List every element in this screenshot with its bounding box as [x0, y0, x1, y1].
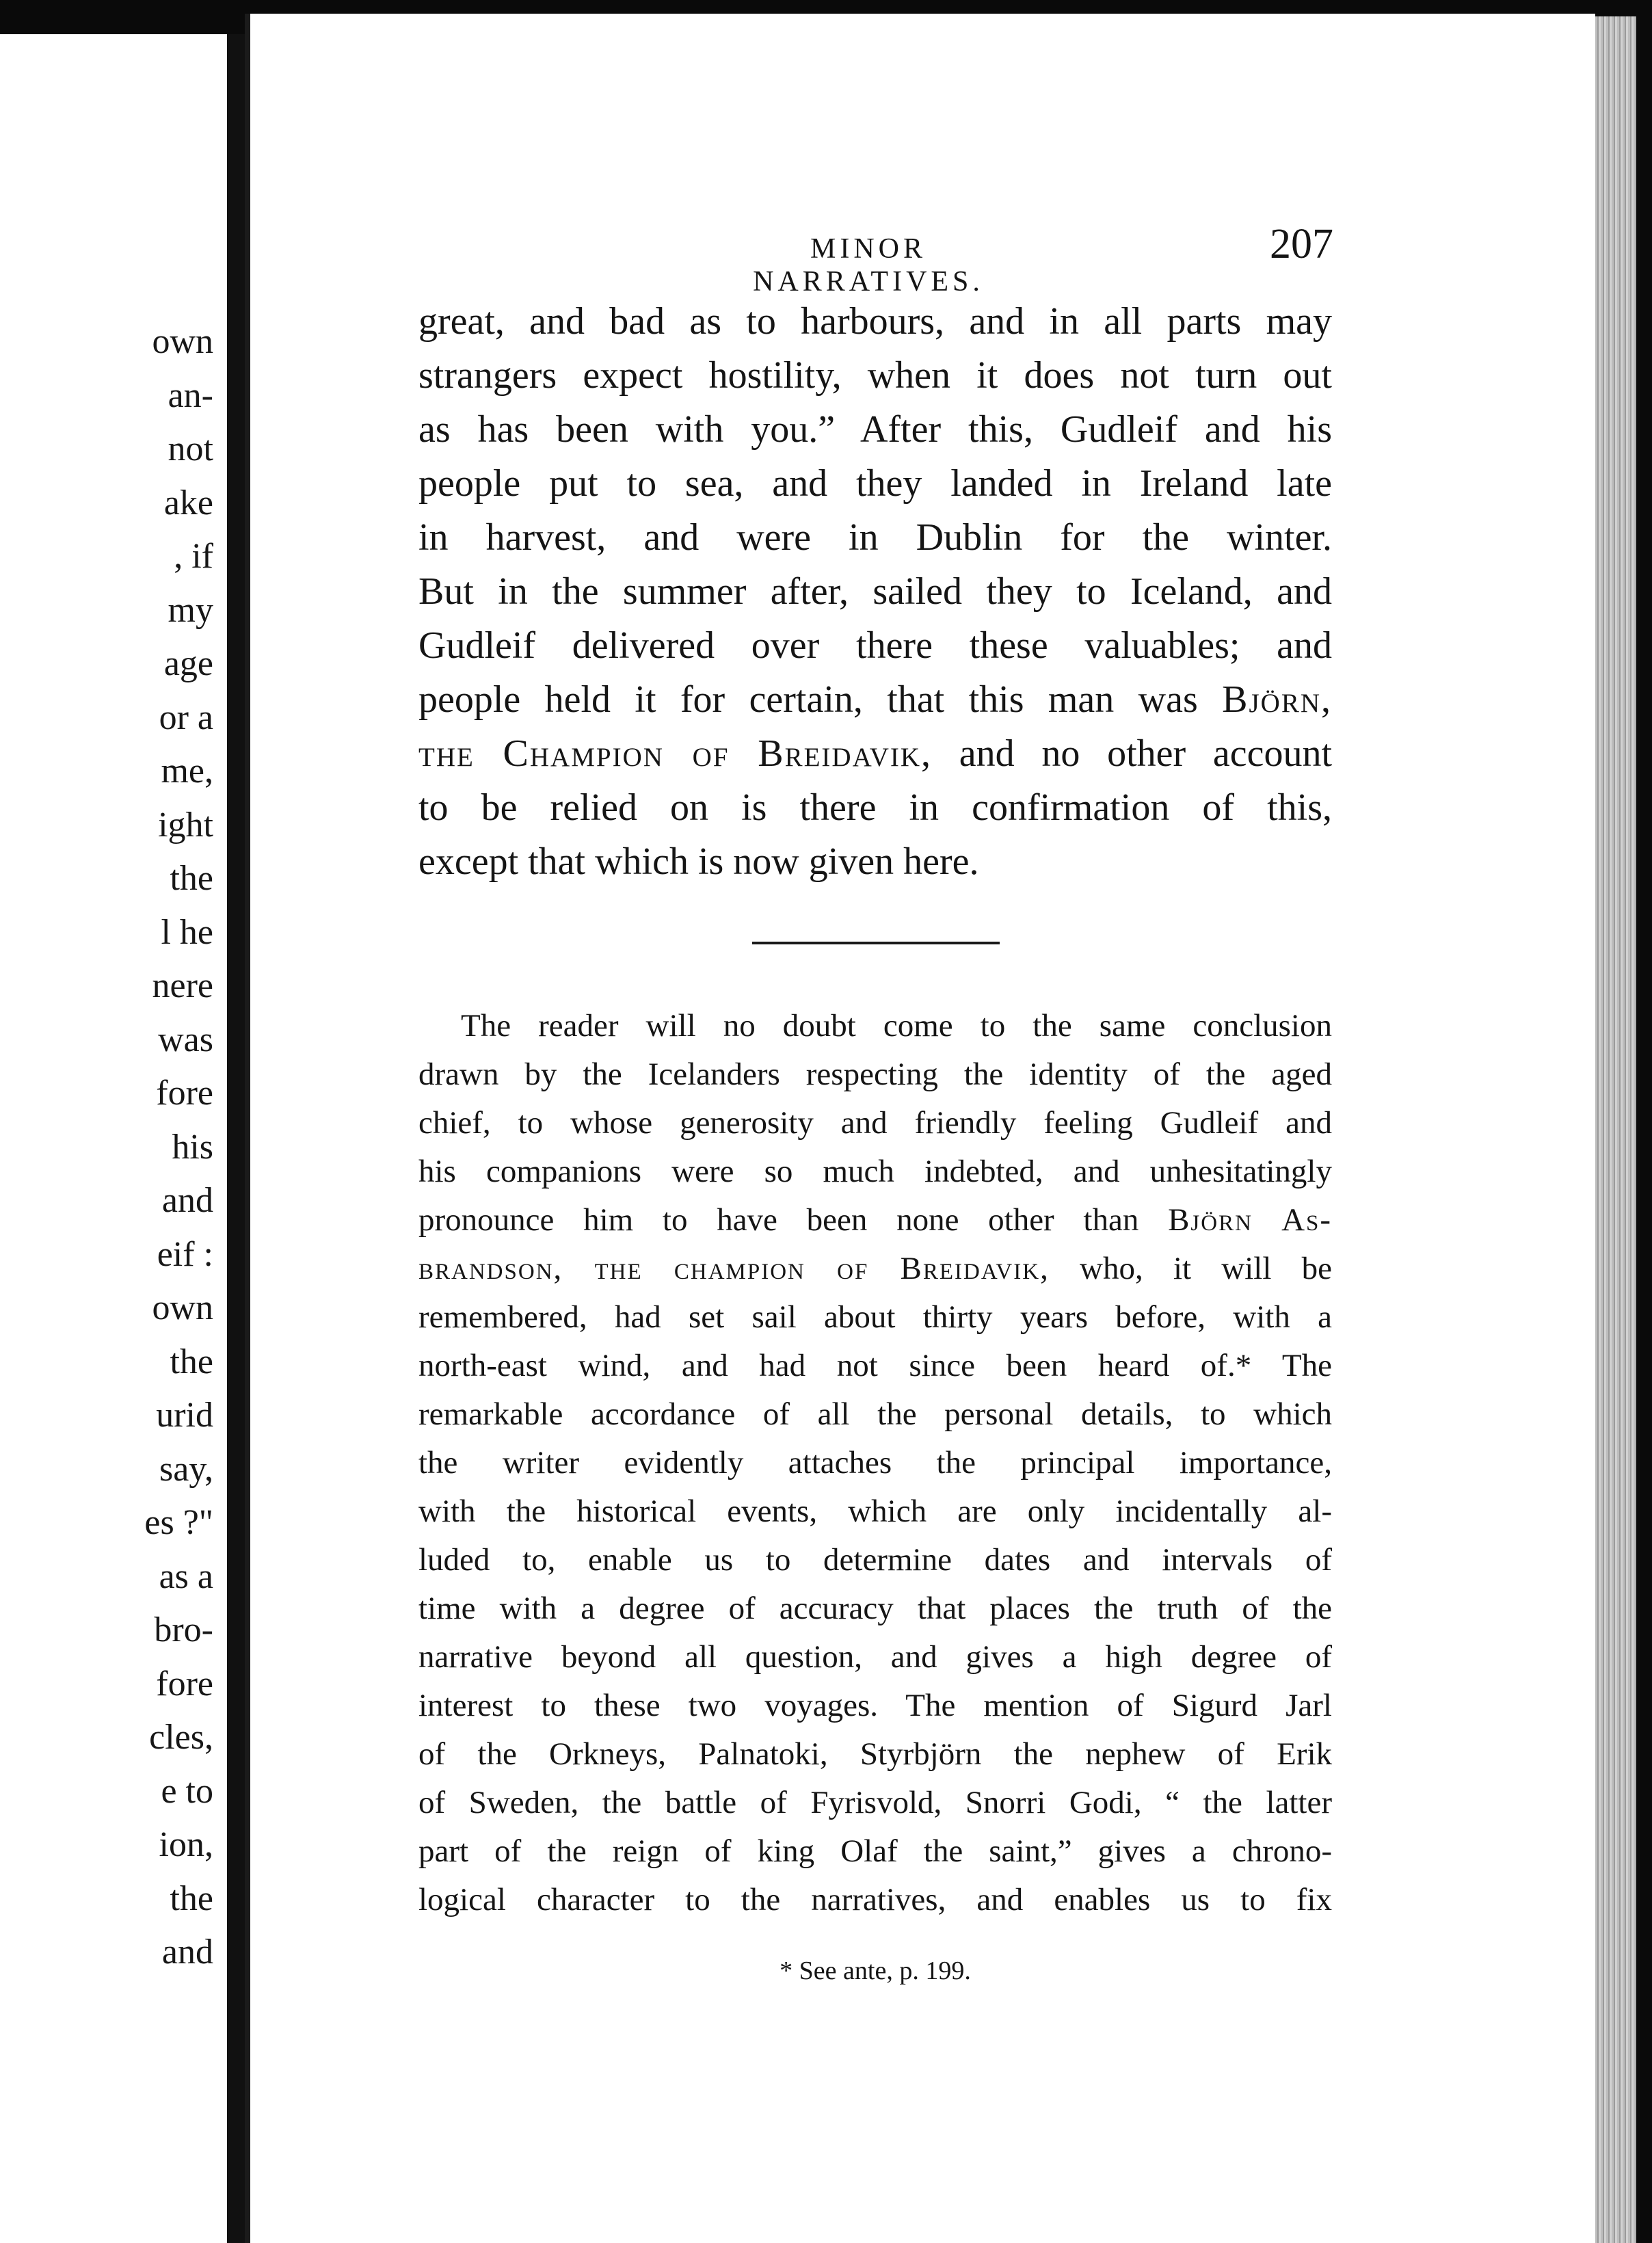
- text-line: remembered, had set sail about thirty years before, with a: [418, 1299, 1332, 1335]
- text-run: people held it for certain, that this man was: [418, 678, 1223, 721]
- name-small-caps: the Champion of Breidavik,: [418, 732, 933, 775]
- left-page-fragment: not: [168, 429, 213, 468]
- left-page-fragment: , if: [174, 537, 213, 576]
- left-page-fragment: bro-: [154, 1610, 213, 1649]
- text-run: and no other account: [932, 732, 1333, 775]
- left-page-fragment: nere: [152, 966, 213, 1005]
- name-small-caps: brandson, the champion of Breidavik,: [418, 1251, 1050, 1286]
- name-small-caps: Björn,: [1222, 678, 1332, 721]
- text-line: people put to sea, and they landed in Ireland late: [418, 462, 1332, 505]
- left-page-fragment: fore: [156, 1074, 213, 1113]
- text-line: the writer evidently attaches the principal importance,: [418, 1445, 1332, 1481]
- left-page-fragment: the: [170, 1342, 213, 1381]
- left-page-fragment: own: [152, 322, 213, 361]
- text-line: [418, 676, 1332, 724]
- text-line: drawn by the Icelanders respecting the identity of the aged: [418, 1057, 1332, 1092]
- text-line: time with a degree of accuracy that places the truth of the: [418, 1591, 1332, 1626]
- text-run: who, it will be: [1049, 1251, 1332, 1286]
- left-page-fragment: me,: [161, 752, 213, 791]
- text-line: narrative beyond all question, and gives a high degree of: [418, 1639, 1332, 1675]
- left-page-fragment: and: [161, 1181, 213, 1220]
- text-line: The reader will no doubt come to the same conclusion: [461, 1008, 1332, 1044]
- left-page-fragment: ight: [158, 805, 213, 845]
- left-page-fragment: ake: [163, 483, 213, 522]
- left-page-fragment: my: [168, 590, 213, 630]
- text-line: chief, to whose generosity and friendly feeling Gudleif and: [418, 1105, 1332, 1141]
- left-page-fragment: his: [172, 1127, 213, 1167]
- left-page-fragment: es ?": [144, 1503, 213, 1542]
- text-line: except that which is now given here.: [418, 840, 979, 883]
- text-run: pronounce him to have been none other than: [418, 1202, 1169, 1238]
- section-divider: [752, 942, 1000, 944]
- footnote: * See ante, p. 199.: [780, 1956, 971, 1985]
- left-page-fragment: was: [158, 1020, 213, 1059]
- left-page-fragment: or a: [159, 698, 213, 737]
- left-page-fragment: l he: [161, 912, 213, 952]
- text-line: as has been with you.” After this, Gudleif and his: [418, 408, 1332, 451]
- left-page-fragment: e to: [161, 1771, 213, 1811]
- text-line: strangers expect hostility, when it does not turn out: [418, 354, 1332, 397]
- text-line: remarkable accordance of all the personal details, to which: [418, 1396, 1332, 1432]
- text-line: in harvest, and were in Dublin for the winter.: [418, 516, 1332, 559]
- text-line: Gudleif delivered over there these valuables; and: [418, 624, 1332, 667]
- left-page-fragment: fore: [156, 1664, 213, 1703]
- text-line: north-east wind, and had not since been heard of.* The: [418, 1348, 1332, 1383]
- text-line: luded to, enable us to determine dates and intervals of: [418, 1542, 1332, 1578]
- left-page-fragment: cles,: [149, 1718, 213, 1757]
- left-page-fragment: as a: [159, 1556, 213, 1596]
- left-page-fragment: say,: [159, 1449, 213, 1489]
- text-line: to be relied on is there in confirmation of this,: [418, 786, 1332, 829]
- text-line: part of the reign of king Olaf the saint,” gives a chrono-: [418, 1833, 1332, 1869]
- left-page-fragment: the: [170, 1879, 213, 1918]
- left-page-fragment: age: [163, 644, 213, 683]
- text-line: great, and bad as to harbours, and in all parts may: [418, 300, 1332, 343]
- gutter: [227, 34, 245, 2243]
- left-page-fragment: ion,: [159, 1825, 213, 1864]
- text-line: his companions were so much indebted, and unhesitatingly: [418, 1154, 1332, 1189]
- text-line: with the historical events, which are only incidentally al-: [418, 1494, 1332, 1529]
- left-page-fragment: urid: [156, 1396, 213, 1435]
- left-page-fragment: own: [152, 1288, 213, 1327]
- page-edge: [1595, 16, 1636, 2243]
- left-page-fragment: an-: [168, 375, 213, 415]
- running-head: MINOR NARRATIVES.: [753, 233, 984, 297]
- text-line: [418, 730, 1332, 778]
- text-line: But in the summer after, sailed they to Iceland, and: [418, 570, 1332, 613]
- page-number: 207: [1270, 221, 1333, 267]
- text-line: [418, 1199, 1332, 1240]
- left-page-fragment: the: [170, 859, 213, 898]
- left-page-fragment: and: [161, 1933, 213, 1972]
- text-line: of the Orkneys, Palnatoki, Styrbjörn the nephew of Erik: [418, 1736, 1332, 1772]
- left-page: [0, 34, 227, 2243]
- name-small-caps: Björn As-: [1168, 1202, 1333, 1238]
- text-line: [418, 1248, 1332, 1289]
- text-line: interest to these two voyages. The mention of Sigurd Jarl: [418, 1688, 1332, 1723]
- left-page-fragment: eif :: [157, 1234, 213, 1274]
- text-line: logical character to the narratives, and enables us to fix: [418, 1882, 1332, 1917]
- text-line: of Sweden, the battle of Fyrisvold, Snorri Godi, “ the latter: [418, 1785, 1332, 1820]
